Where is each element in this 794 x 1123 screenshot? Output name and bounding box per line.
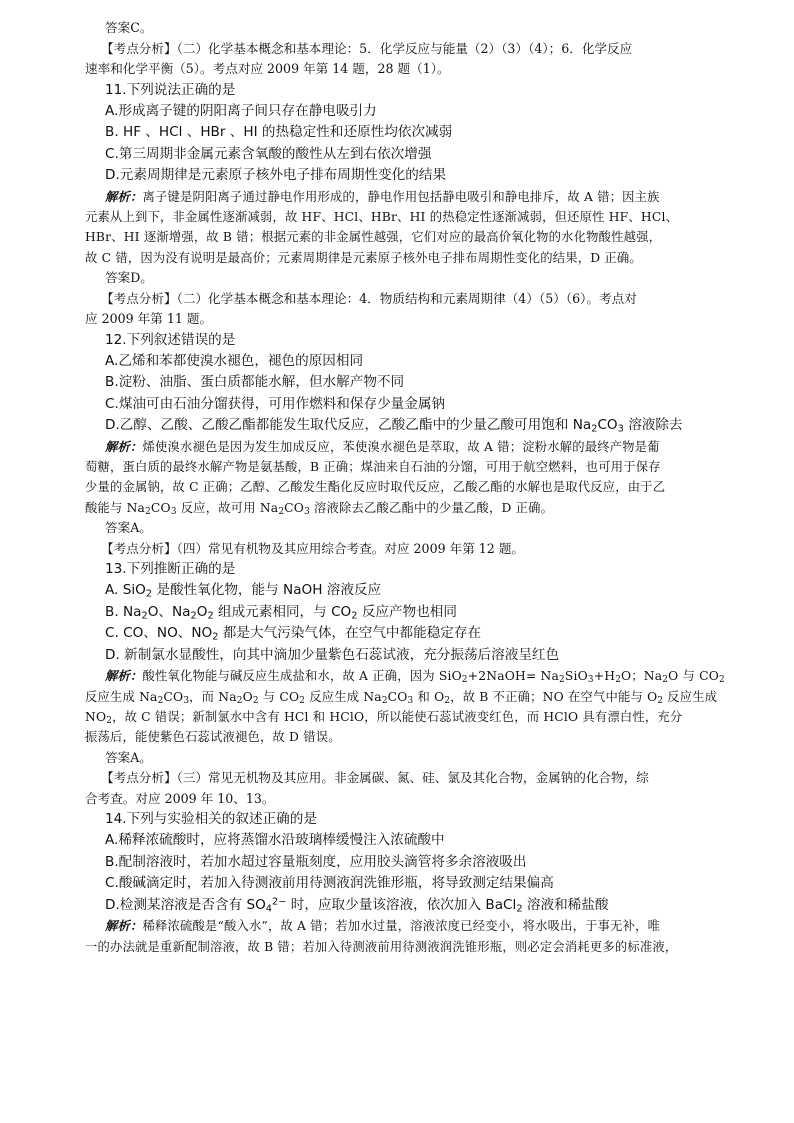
q13-option-b: B. $Na_2O$、$Na_2O_2$ 组成元素相同，与 $CO_2$ 反应产物也相同 (105, 603, 457, 622)
explanation-11-line3: HBr、HI 逐渐增强，故 B 错；根据元素的非金属性越强，它们对应的最高价氧化物的水化物酸性越强， (85, 230, 662, 245)
explanation-lead: 解析： (105, 188, 143, 204)
q12-option-c: C.煤油可由石油分馏获得，可用作燃料和保存少量金属钠 (105, 395, 446, 412)
question-11: 11.下列说法正确的是 (105, 81, 236, 98)
q11-option-c: C.第三周期非金属元素含氧酸的酸性从左到右依次增强 (105, 145, 432, 162)
q11-option-d: D.元素周期律是元素原子核外电子排布周期性变化的结果 (105, 167, 447, 183)
explanation-12-line2: 萄糖，蛋白质的最终水解产物是氨基酸，B 正确；煤油来自石油的分馏，可用于航空燃料，也可用于保存 (85, 460, 661, 475)
q13-option-c: C. CO、NO、$NO_2$ 都是大气污染气体，在空气中都能稳定存在 (105, 625, 482, 643)
explanation-13-line3: $NO_2$，故 C 错误；新制氯水中含有 HCl 和 HClO，所以能使石蕊试液变红色，而 HClO 具有漂白性，充分 (85, 710, 683, 727)
q14-option-a: A.稀释浓硫酸时，应将蒸馏水沿玻璃棒缓慢注入浓硫酸中 (105, 832, 445, 849)
explanation-12-line3: 少量的金属钠，故 C 正确；乙醇、乙酸发生酯化反应时取代反应，乙酸乙酯的水解也是取代反应，由于乙 (85, 480, 666, 495)
explanation-11-line2: 元素从上到下，非金属性逐渐减弱，故 HF、HCl、HBr、HI 的热稳定性逐渐减弱，但还原性 HF、HCl、 (85, 209, 679, 224)
explanation-12-line4: 酸能与 $Na_2CO_3$ 反应，故可用 $Na_2CO_3$ 溶液除去乙酸乙酯中的少量乙酸，D 正确。 (85, 500, 554, 518)
answer-10: 答案C。 (105, 20, 153, 35)
q12-option-d: D.乙醇、乙酸、乙酸乙酯都能发生取代反应，乙酸乙酯中的少量乙酸可用饱和 $Na_2CO_3$ 溶液除去 (105, 417, 683, 435)
q13-option-d: D. 新制氯水显酸性，向其中滴加少量紫色石蕊试液，充分振荡后溶液呈红色 (105, 646, 560, 663)
analysis-13-line2: 合考查。对应 2009 年 10、13。 (85, 790, 275, 806)
explanation-11-line4: 故 C 错，因为没有说明是最高价；元素周期律是元素原子核外电子排布周期性变化的结果，D 正确。 (85, 250, 642, 265)
question-14: 14.下列与实验相关的叙述正确的是 (105, 811, 317, 828)
answer-13: 答案A。 (105, 749, 152, 765)
explanation-13-line2: 反应生成 $Na_2CO_3$，而 $Na_2O_2$ 与 $CO_2$ 反应生成 $Na_2CO_3$ 和 $O_2$，故 B 不正确；NO 在空气中能与 $O_2$ 反应生成 (85, 689, 718, 706)
q12-option-a: A.乙烯和苯都使溴水褪色，褪色的原因相同 (105, 352, 364, 369)
analysis-13-line1: 【考点分析】（三）常见无机物及其应用。非金属碳、氮、硅、氯及其化合物，金属钠的化合物，综 (101, 770, 649, 786)
analysis-10-line1: 【考点分析】（二）化学基本概念和基本理论：5．化学反应与能量（2）（3）（4）；6．化学反应 (101, 40, 633, 56)
explanation-14-line1: 解析：稀释浓硫酸是“酸入水”，故 A 错；若加水过量，溶液浓度已经变小，将水吸出，于事无补，唯 (105, 918, 661, 934)
question-12: 12.下列叙述错误的是 (105, 331, 236, 348)
explanation-12-line1: 解析：烯使溴水褪色是因为发生加成反应，苯使溴水褪色是萃取，故 A 错；淀粉水解的最终产物是葡 (105, 438, 660, 454)
q14-option-d: D.检测某溶液是否含有 $SO_4^{2-}$ 时，应取少量该溶液，依次加入 BaCl$_2$ 溶液和稀盐酸 (105, 896, 609, 915)
answer-12: 答案A。 (105, 520, 152, 536)
q11-option-b: B. HF 、HCl 、HBr 、HI 的热稳定性和还原性均依次减弱 (105, 124, 453, 140)
q11-option-a: A.形成离子键的阴阳离子间只存在静电吸引力 (105, 102, 377, 119)
q13-option-a: A. SiO$_2$ 是酸性氧化物，能与 NaOH 溶液反应 (105, 582, 382, 600)
explanation-13-line4: 振荡后，能使紫色石蕊试液褪色，故 D 错误。 (85, 730, 341, 745)
q14-option-b: B.配制溶液时，若加水超过容量瓶刻度，应用胶头滴管将多余溶液吸出 (105, 853, 527, 870)
explanation-11-line1: 解析：离子键是阴阳离子通过静电作用形成的，静电作用包括静电吸引和静电排斥，故 A 错；因主族 (105, 188, 660, 204)
explanation-13-line1: 解析：酸性氧化物能与碱反应生成盐和水，故 A 正确，因为 SiO$_2$+2NaOH= $Na_2SiO_3+H_2O$；$Na_2O$ 与 $CO_2$ (105, 668, 725, 686)
q14-option-c: C.酸碱滴定时，若加入待测液前用待测液润洗锥形瓶，将导致测定结果偏高 (105, 875, 554, 892)
answer-11: 答案D。 (105, 270, 153, 286)
analysis-10-line2: 速率和化学平衡（5）。考点对应 2009 年第 14 题，28 题（1）。 (85, 61, 450, 76)
analysis-12: 【考点分析】（四）常见有机物及其应用综合考查。对应 2009 年第 12 题。 (101, 540, 525, 556)
q12-option-b: B.淀粉、油脂、蛋白质都能水解，但水解产物不同 (105, 374, 405, 391)
explanation-14-line2: 一的办法就是重新配制溶液，故 B 错；若加入待测液前用待测液润洗锥形瓶，则必定会消耗更多的标准液， (85, 939, 678, 954)
analysis-11-line2: 应 2009 年第 11 题。 (85, 311, 213, 327)
question-13: 13.下列推断正确的是 (105, 561, 236, 578)
analysis-11-line1: 【考点分析】（二）化学基本概念和基本理论：4．物质结构和元素周期律（4）（5）（6）。考点对 (101, 290, 637, 306)
